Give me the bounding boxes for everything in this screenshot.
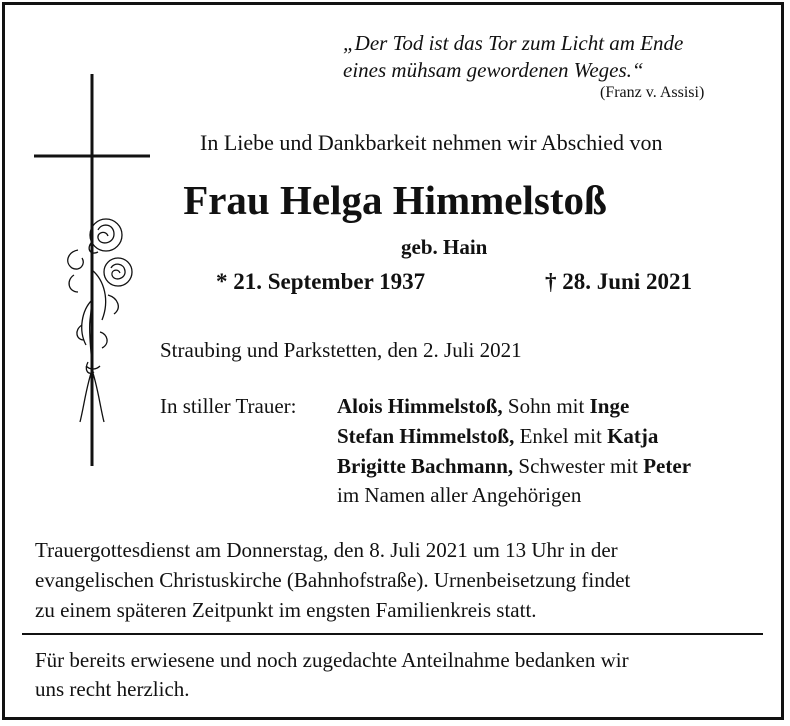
mourner-partner: Peter (643, 454, 692, 478)
mourner-relation: Enkel mit (514, 424, 608, 448)
intro-text: In Liebe und Dankbarkeit nehmen wir Abschied von (200, 130, 663, 155)
divider-line (22, 633, 763, 635)
birth-date: * 21. September 1937 (216, 269, 426, 294)
mourner-relation: Sohn mit (502, 394, 590, 418)
quote-line-2: eines mühsam gewordenen Weges.“ (343, 58, 644, 82)
mourner-name: Brigitte Bachmann, (337, 454, 514, 478)
quote-line-1: „Der Tod ist das Tor zum Licht am Ende (343, 31, 684, 55)
thanks-line-2: uns recht herzlich. (35, 677, 190, 701)
roses-icon (68, 219, 132, 422)
death-date: † 28. Juni 2021 (545, 269, 692, 294)
mourner-entry (337, 424, 658, 449)
mourner-entry (337, 394, 629, 419)
cross-icon (28, 70, 158, 470)
mourners-closing: im Namen aller Angehörigen (337, 483, 582, 507)
service-line-1: Trauergottesdienst am Donnerstag, den 8. Juli 2021 um 13 Uhr in der (35, 538, 618, 562)
mourner-partner: Katja (607, 424, 659, 448)
mourner-relation: Schwester mit (513, 454, 644, 478)
service-line-3: zu einem späteren Zeitpunkt im engsten Familienkreis statt. (35, 598, 537, 622)
service-line-2: evangelischen Christuskirche (Bahnhofstraße). Urnenbeisetzung findet (35, 568, 631, 592)
quote-attribution: (Franz v. Assisi) (600, 84, 705, 101)
mourner-partner: Inge (589, 394, 630, 418)
place-date: Straubing und Parkstetten, den 2. Juli 2021 (160, 338, 522, 362)
mourner-entry (337, 454, 691, 479)
mourners-label: In stiller Trauer: (160, 394, 297, 418)
deceased-name: Frau Helga Himmelstoß (183, 177, 607, 223)
thanks-line-1: Für bereits erwiesene und noch zugedachte Anteilnahme bedanken wir (35, 648, 629, 672)
maiden-name: geb. Hain (401, 235, 488, 259)
mourner-name: Stefan Himmelstoß, (337, 424, 515, 448)
mourner-name: Alois Himmelstoß, (337, 394, 503, 418)
